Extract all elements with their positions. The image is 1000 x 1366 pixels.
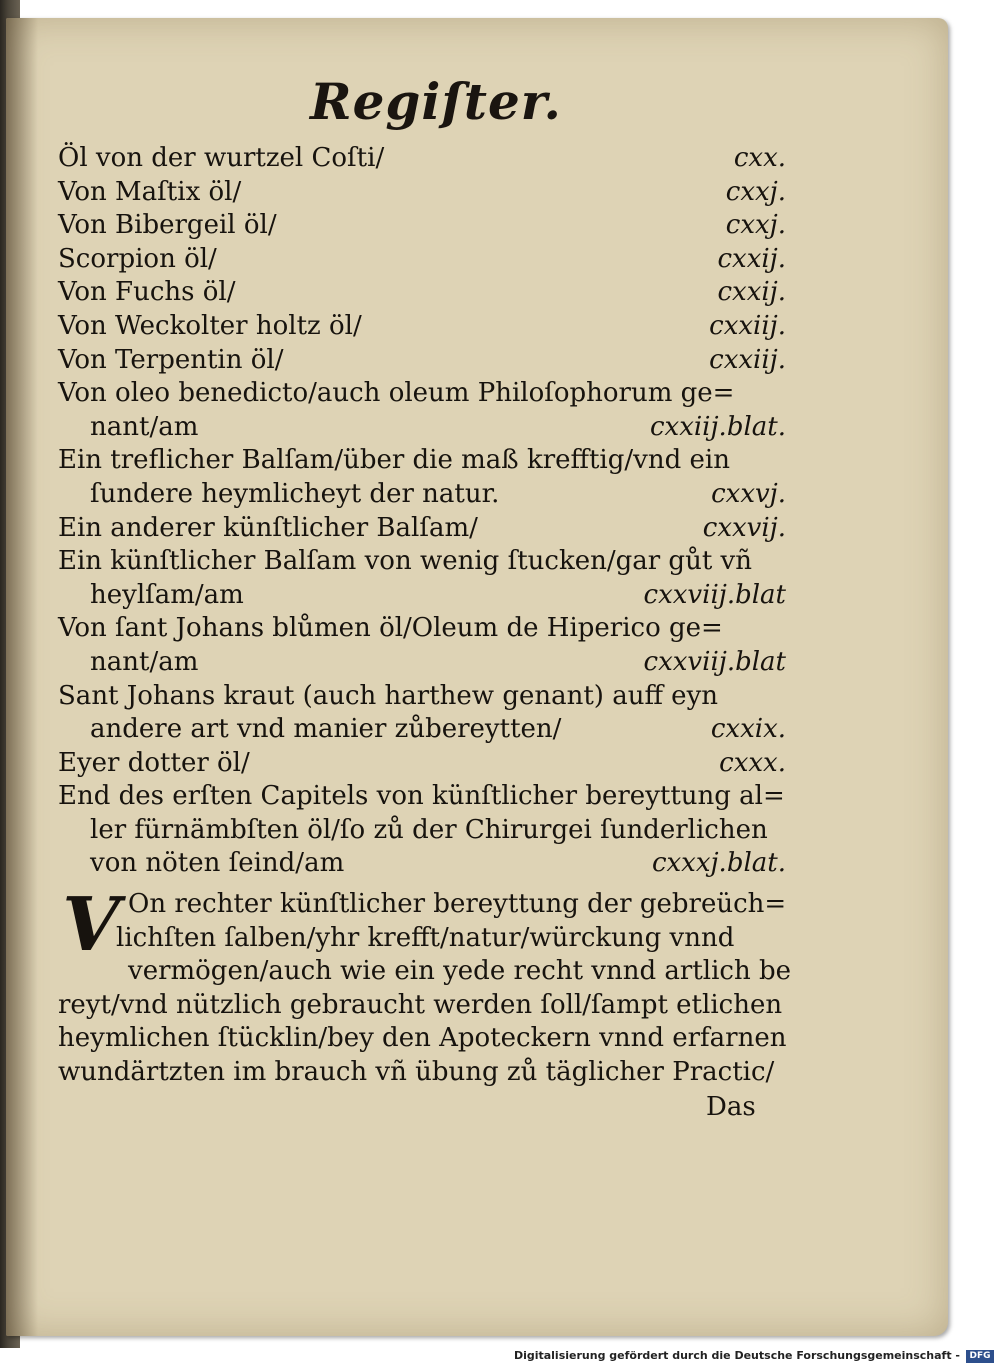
entry-folio-ref: cxxvij. [702,512,786,543]
intro-line: wundärtzten im brauch vñ übung zů täglicher Practic/ [58,1056,775,1087]
footer-bar [0,1348,1000,1366]
register-entry [58,176,798,210]
entry-text: Eyer dotter öl/ [58,747,250,778]
entry-text: Von Maſtix öl/ [58,176,242,207]
register-entry [58,680,798,714]
register-entry [58,612,798,646]
entry-folio-ref: cxxij. [717,277,786,308]
entry-text: Von oleo benedicto/auch oleum Philoſophorum ge= [58,378,735,409]
register-entry [58,243,798,277]
register-entry [58,847,798,881]
entry-folio-ref: cxxx. [719,747,786,778]
register-entry [58,814,798,848]
register-entry [58,142,798,176]
register-entry [58,646,798,680]
entry-folio-ref: cxxiij. [709,310,786,341]
entry-folio-ref: cxxvj. [711,478,786,509]
entry-text: End des erſten Capitels von künſtlicher bereyttung al= [58,781,785,812]
dfg-logo: DFG [966,1350,994,1363]
register-entry [58,276,798,310]
entry-text: nant/am [90,411,199,442]
entry-folio-ref: cxxviij.blat [643,579,786,610]
entry-text: Sant Johans kraut (auch harthew genant) auff eyn [58,680,719,711]
register-entry [58,747,798,781]
intro-line: vermögen/auch wie ein yede recht vnnd artlich be [128,956,791,987]
entry-text: Von Fuchs öl/ [58,277,236,308]
register-entry [58,545,798,579]
entry-folio-ref: cxxj. [725,210,786,241]
entry-folio-ref: cxxviij.blat [643,646,786,677]
chapter-intro [58,882,798,1090]
entry-folio-ref: cxxij. [717,243,786,274]
page-heading: Regiſter. [310,72,562,131]
entry-text: Ein anderer künſtlicher Balſam/ [58,512,478,543]
entry-folio-ref: cxxiij. [709,344,786,375]
funding-credit: Digitalisierung gefördert durch die Deutsche Forschungsgemeinschaft - [513,1349,960,1362]
entry-folio-ref: cxxxj.blat. [651,848,786,879]
entry-text: Öl von der wurtzel Coſti/ [58,143,385,173]
entry-text: Ein künſtlicher Balſam von wenig ſtucken/gar gůt vñ [58,546,752,577]
register-entry [58,478,798,512]
register-entry [58,780,798,814]
register-entry [58,411,798,445]
entry-folio-ref: cxxj. [725,176,786,207]
entry-text: ſundere heymlicheyt der natur. [90,478,500,509]
entry-text: Von Bibergeil öl/ [58,210,277,241]
register-entry [58,310,798,344]
entry-text: ler fürnämbſten öl/ſo zů der Chirurgei ſunderlichen [90,814,768,845]
entry-folio-ref: cxxiij.blat. [649,411,786,442]
entry-text: heylſam/am [90,579,244,610]
drop-cap: V [62,882,120,968]
entry-text: Von ſant Johans blůmen öl/Oleum de Hiperico ge= [58,613,723,644]
register-entry [58,579,798,613]
register-entry [58,209,798,243]
intro-line: heymlichen ſtücklin/bey den Apoteckern vnnd erfarnen [58,1023,787,1054]
register-entry [58,344,798,378]
entry-folio-ref: cxxix. [710,714,786,745]
entry-text: andere art vnd manier zůbereytten/ [90,714,562,745]
entry-text: Von Weckolter holtz öl/ [58,310,362,341]
entry-text: Von Terpentin öl/ [58,344,284,375]
entry-text: von nöten ſeind/am [90,848,345,879]
intro-line: lichſten ſalben/yhr krefft/natur/würckung vnnd [116,922,735,953]
register-entry [58,444,798,478]
entry-folio-ref: cxx. [733,143,786,173]
register-entry [58,377,798,411]
entry-text: nant/am [90,646,199,677]
catchword: Das [706,1092,756,1122]
register-entry [58,512,798,546]
entry-text: Ein treflicher Balſam/über die maß krefftig/vnd ein [58,445,730,476]
register-list [58,142,798,881]
entry-text: Scorpion öl/ [58,243,217,274]
scanned-page [6,18,948,1336]
intro-line: On rechter künſtlicher bereyttung der gebreüch= [128,889,787,919]
register-entry [58,713,798,747]
intro-line: reyt/vnd nützlich gebraucht werden ſoll/ſampt etlichen [58,989,783,1020]
